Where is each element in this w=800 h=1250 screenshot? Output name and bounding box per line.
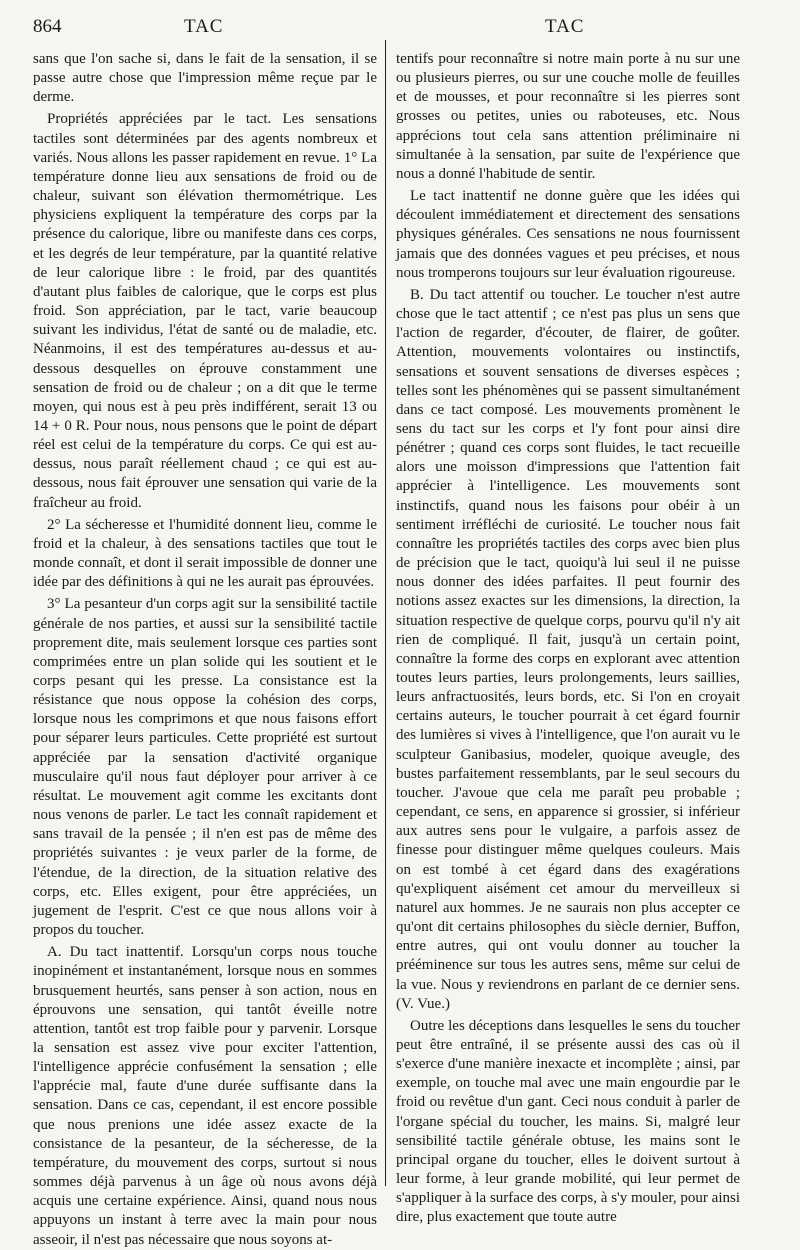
page-number: 864 bbox=[33, 16, 62, 37]
paragraph: Propriétés appréciées par le tact. Les sensations tactiles sont déterminées par des agents nombreux et variés. Nous allons les passer rapidement en revue. 1° La température donne lieu aux sensations de froid ou de chaleur, suivant son élévation thermométrique. Les physiciens expliquent la température des corps par la présence du calorique, libre ou manifeste dans ces corps, et les degrés de leur température, par la quantité relative de leur calorique libre : le froid, par des quantités d'autant plus faibles de calorique, que le corps est plus froid. Son appréciation, par le tact, varie beaucoup suivant les individus, l'état de santé ou de maladie, etc. Néanmoins, il est des températures au-dessus et au-dessous desquelles on éprouve constamment une sensation de froid ou de chaleur ; on a dit que le terme moyen, qui nous est à peu près indifférent, serait 13 ou 14 + 0 R. Pour nous, nous pensons que le point de départ réel est celui de la température du corps. Ce qui est au-dessus, nous paraît réellement chaud ; ce qui est au-dessous, nous fait éprouver une sensation qui varie de la fraîcheur au froid. bbox=[33, 111, 377, 511]
paragraph: 3° La pesanteur d'un corps agit sur la sensibilité tactile générale de nos parties, et aussi sur la sensibilité tactile proprement dite, mais seulement lorsque ces parties sont comprimées entre un plan solide qui les soutient et le corps pesant qui les presse. La consistance est la résistance que nous oppose la cohésion des corps, lorsque nous les comprimons et que nous faisons effort pour séparer leurs particules. Cette propriété est surtout appréciée par la sensation d'activité organique musculaire qu'il nous faut déployer pour arriver à ce résultat. Le mouvement agit comme les excitants dont nous venons de parler. Le tact les connaît rapidement et sans travail de la pensée ; il n'en est pas de même des propriétés suivantes : je veux parler de la forme, de l'étendue, de la direction, de la situation relative des corps, etc. Elles exigent, pour être appréciées, un jugement de l'esprit. C'est ce que nous allons voir à propos du toucher. bbox=[33, 596, 377, 939]
paragraph: tentifs pour reconnaître si notre main porte à nu sur une ou plusieurs pierres, ou sur une couche molle de feuilles et de mousses, et pour reconnaître si les pierres sont grosses ou petites, unies ou raboteuses, etc. Nous apprécions tout cela sans attention préliminaire ni simultanée à la sensation, par suite de l'expérience que nous a donné l'habitude de sentir. bbox=[396, 51, 740, 182]
paragraph: sans que l'on sache si, dans le fait de la sensation, il se passe autre chose que l'impression même reçue par le derme. bbox=[33, 51, 377, 106]
paragraph: 2° La sécheresse et l'humidité donnent lieu, comme le froid et la chaleur, à des sensations tactiles que tout le monde connaît, et dont il serait impossible de donner une idée par des définitions à qui ne les aurait pas éprouvées. bbox=[33, 516, 377, 591]
right-column bbox=[396, 50, 740, 1226]
paragraph: B. Du tact attentif ou toucher. Le toucher n'est autre chose que le tact attentif ; ce n'est pas plus un sens que l'action de regarder, d'écouter, de flairer, de goûter. Attention, mouvements volontaires ou instinctifs, sensations et souvent sensations de diverses espèces ; telles sont les phénomènes qui se passent simultanément dans ce tact composé. Les mouvements promènent le sens du tact sur les corps et l'y font pour ainsi dire pénétrer ; quand ces corps sont fluides, le tact recueille alors une moisson d'impressions que l'attention fait apprécier à l'intelligence. Les mouvements sont instinctifs, quand nous les faisons pour obéir à un sentiment irréfléchi de curiosité. Le toucher nous fait connaître les propriétés tactiles des corps avec bien plus de précision que le tact, quoiqu'à lui seul il ne puisse nous donner des idées parfaites. Il peut fournir des notions assez exactes sur les dimensions, la direction, la situation respective de quelque corps, pourvu qu'il n'y ait rien de compliqué. Il fait, jusqu'à un certain point, connaître la forme des corps en explorant avec attention toutes leurs parties, leurs prolongements, leurs saillies, leurs anfractuosités, leurs bords, etc. Si l'on en croyait certains auteurs, le toucher pourrait à cet égard fournir des lumières si vives à l'intelligence, que l'on aurait vu le sculpteur Ganibasius, modeler, quoique aveugle, des bustes parfaitement ressemblants, par le seul secours du toucher. J'avoue que cela me paraît peu probable ; cependant, ce sens, en apparence si grossier, si inférieur aux autres sens pour le vulgaire, a parfois assez de finesse pour distinguer même quelques couleurs. Mais on est tombé à cet égard dans des exagérations qu'expliquent aisément cet amour du merveilleux si naturel aux hommes. Je ne saurais non plus accepter ce qu'ont dit certains philosophes du siècle dernier, Buffon, entre autres, qui ont voulu donner au toucher la prééminence sur tous les autres sens, même sur celui de la vue. Nous y reviendrons en parlant de ce dernier sens. (V. Vue.) bbox=[396, 286, 740, 1012]
paragraph: A. Du tact inattentif. Lorsqu'un corps nous touche inopinément et instantanément, lorsque nous en sommes brusquement heurtés, sans penser à son action, nous en éprouvons une sensation, qui tantôt éveille notre attention, tantôt est trop faible pour y parvenir. Lorsque la sensation est assez vive pour exciter l'attention, l'intelligence apprécie confusément la sensation ; elle l'apprécie mal, faute d'une durée suffisante dans la sensation. Dans ce cas, cependant, il est encore possible que nous prenions une idée assez exacte de la consistance de la pesanteur, de la sécheresse, de la température, du mouvement des corps, surtout si nous sommes déjà parvenus à un âge où nous avons déjà acquis une certaine expérience. Ainsi, quand nous nous appuyons un instant à terre avec la main pour nous asseoir, il n'est pas nécessaire que nous soyons at- bbox=[33, 944, 377, 1248]
paragraph: Le tact inattentif ne donne guère que les idées qui découlent immédiatement et directement des sensations physiques générales. Ces sensations ne nous fournissent jamais que des données vagues et peu précises, et nous nous tromperons toujours sur leur évaluation rigoureuse. bbox=[396, 188, 740, 281]
running-title-left: TAC bbox=[184, 16, 224, 37]
paragraph: Outre les déceptions dans lesquelles le sens du toucher peut être entraîné, il se présente aussi des cas où il s'exerce d'une manière inexacte et incomplète ; ainsi, par exemple, on touche mal avec une main engourdie par le froid ou revêtue d'un gant. Ceci nous conduit à parler de l'organe spécial du toucher, les mains. Si, malgré leur sensibilité tactile générale obtuse, les mains sont le principal organe du toucher, elles le doivent surtout à leur forme, à leur grande mobilité, qui leur permet de s'appliquer à la surface des corps, à s'y mouler, pour ainsi dire, plus exactement que toute autre bbox=[396, 1017, 740, 1226]
running-title-right: TAC bbox=[545, 16, 585, 37]
column-divider bbox=[385, 40, 386, 1186]
page-header bbox=[0, 16, 800, 46]
left-column bbox=[33, 50, 377, 1248]
